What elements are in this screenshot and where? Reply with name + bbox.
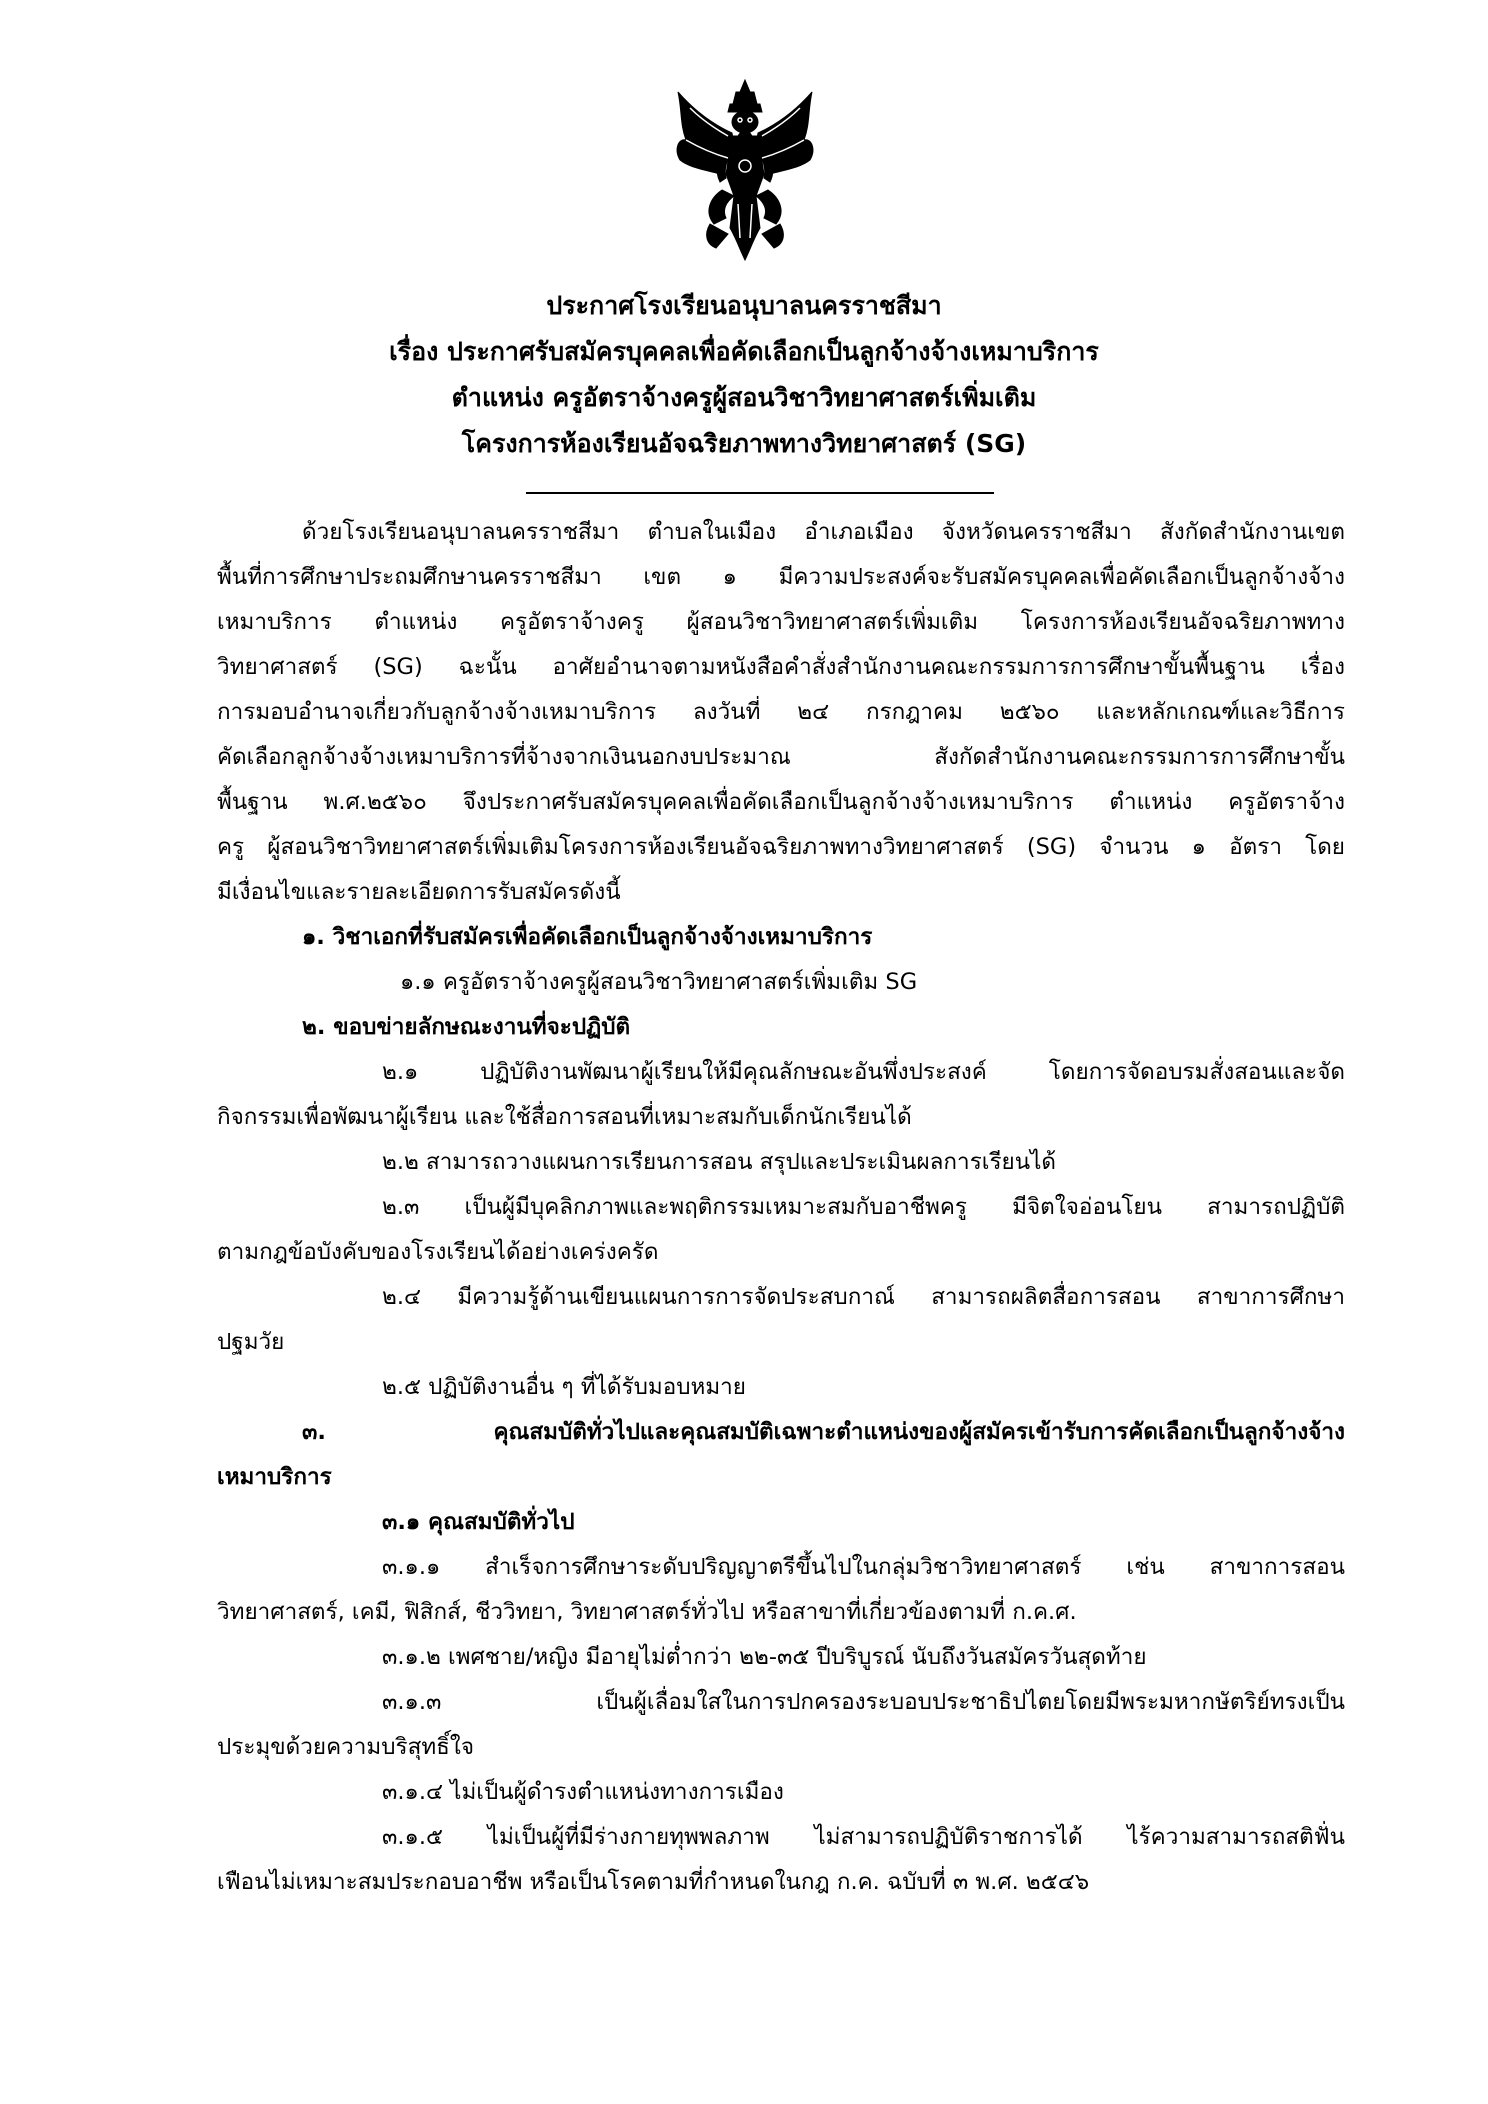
text-line: ๓.๑.๕ ไม่เป็นผู้ที่มีร่างกายทุพพลภาพ ไม่สามารถปฏิบัติราชการได้ ไร้ความสามารถสติฟั่น [382,1824,1345,1850]
text-line: ปฐมวัย [217,1329,285,1355]
title-line-2: เรื่อง ประกาศรับสมัครบุคคลเพื่อคัดเลือกเป็นลูกจ้างจ้างเหมาบริการ [389,337,1099,366]
text-line: ๓.๑.๑ สำเร็จการศึกษาระดับปริญญาตรีขึ้นไปในกลุ่มวิชาวิทยาศาสตร์ เช่น สาขาการสอน [382,1554,1345,1580]
text-line: กิจกรรมเพื่อพัฒนาผู้เรียน และใช้สื่อการสอนที่เหมาะสมกับเด็กนักเรียนได้ [217,1104,912,1130]
text-line: เหมาบริการ [217,1464,332,1490]
text-line: ประมุขด้วยความบริสุทธิ์ใจ [217,1734,475,1760]
text-line: ๒.๑ ปฏิบัติงานพัฒนาผู้เรียนให้มีคุณลักษณะอันพึ่งประสงค์ โดยการจัดอบรมสั่งสอนและจัด [382,1059,1345,1085]
text-line: ๒.๒ สามารถวางแผนการเรียนการสอน สรุปและประเมินผลการเรียนได้ [382,1149,1057,1175]
text-line: ๓.๑.๓ เป็นผู้เลื่อมใสในการปกครองระบอบประชาธิปไตยโดยมีพระมหากษัตริย์ทรงเป็น [382,1689,1345,1715]
text-line: การมอบอำนาจเกี่ยวกับลูกจ้างจ้างเหมาบริการ ลงวันที่ ๒๔ กรกฎาคม ๒๕๖๐ และหลักเกณฑ์และวิธีการ [217,699,1345,725]
text-line: ด้วยโรงเรียนอนุบาลนครราชสีมา ตำบลในเมือง อำเภอเมือง จังหวัดนครราชสีมา สังกัดสำนักงานเขต [302,519,1345,545]
text-line: พื้นฐาน พ.ศ.๒๕๖๐ จึงประกาศรับสมัครบุคคลเพื่อคัดเลือกเป็นลูกจ้างจ้างเหมาบริการ ตำแหน่ง ครูอัตราจ้าง [217,789,1345,815]
text-line: เหมาบริการ ตำแหน่ง ครูอัตราจ้างครู ผู้สอนวิชาวิทยาศาสตร์เพิ่มเติม โครงการห้องเรียนอัจฉริยภาพทาง [217,609,1345,635]
title-line-3: ตำแหน่ง ครูอัตราจ้างครูผู้สอนวิชาวิทยาศาสตร์เพิ่มเติม [451,383,1037,412]
text-line: ตามกฎข้อบังคับของโรงเรียนได้อย่างเคร่งครัด [217,1239,659,1265]
text-line: วิทยาศาสตร์, เคมี, ฟิสิกส์, ชีววิทยา, วิทยาศาสตร์ทั่วไป หรือสาขาที่เกี่ยวข้องตามที่ ก.ค.ศ. [217,1599,1077,1625]
garuda-emblem-icon [670,78,820,263]
title-line-1: ประกาศโรงเรียนอนุบาลนครราชสีมา [546,291,942,320]
text-line: ครู ผู้สอนวิชาวิทยาศาสตร์เพิ่มเติมโครงการห้องเรียนอัจฉริยภาพทางวิทยาศาสตร์ (SG) จำนวน ๑ อัตรา โดย [217,834,1345,860]
text-line: ๓.๑ คุณสมบัติทั่วไป [382,1509,575,1535]
text-line: ๒.๔ มีความรู้ด้านเขียนแผนการการจัดประสบกาณ์ สามารถผลิตสื่อการสอน สาขาการศึกษา [382,1284,1345,1310]
text-line: ๒.๕ ปฏิบัติงานอื่น ๆ ที่ได้รับมอบหมาย [382,1374,746,1400]
text-line: ๓.๑.๒ เพศชาย/หญิง มีอายุไม่ต่ำกว่า ๒๒-๓๕ ปีบริบูรณ์ นับถึงวันสมัครวันสุดท้าย [382,1644,1147,1670]
text-line: ๑.๑ ครูอัตราจ้างครูผู้สอนวิชาวิทยาศาสตร์เพิ่มเติม SG [400,969,918,995]
text-line: ๓. คุณสมบัติทั่วไปและคุณสมบัติเฉพาะตำแหน่งของผู้สมัครเข้ารับการคัดเลือกเป็นลูกจ้างจ้าง [302,1419,1345,1445]
text-line: ๓.๑.๔ ไม่เป็นผู้ดำรงตำแหน่งทางการเมือง [382,1779,784,1805]
title-line-4: โครงการห้องเรียนอัจฉริยภาพทางวิทยาศาสตร์ (SG) [461,429,1027,458]
text-line: เฟือนไม่เหมาะสมประกอบอาชีพ หรือเป็นโรคตามที่กำหนดในกฎ ก.ค. ฉบับที่ ๓ พ.ศ. ๒๕๔๖ [217,1869,1090,1895]
text-line: ๒.๓ เป็นผู้มีบุคลิกภาพและพฤติกรรมเหมาะสมกับอาชีพครู มีจิตใจอ่อนโยน สามารถปฏิบัติ [382,1194,1345,1220]
text-line: ๑. วิชาเอกที่รับสมัครเพื่อคัดเลือกเป็นลูกจ้างจ้างเหมาบริการ [302,924,873,950]
text-line: คัดเลือกลูกจ้างจ้างเหมาบริการที่จ้างจากเงินนอกงบประมาณ สังกัดสำนักงานคณะกรรมการการศึกษาขั้น [217,744,1345,770]
announcement-body [217,510,1345,1905]
title-divider [526,492,994,494]
text-line: ๒. ขอบข่ายลักษณะงานที่จะปฏิบัติ [302,1014,631,1040]
announcement-title [0,283,1488,467]
text-line: วิทยาศาสตร์ (SG) ฉะนั้น อาศัยอำนาจตามหนังสือคำสั่งสำนักงานคณะกรรมการการศึกษาขั้นพื้นฐาน เรื่อง [217,654,1345,680]
text-line: มีเงื่อนไขและรายละเอียดการรับสมัครดังนี้ [217,879,621,905]
text-line: พื้นที่การศึกษาประถมศึกษานครราชสีมา เขต ๑ มีความประสงค์จะรับสมัครบุคคลเพื่อคัดเลือกเป็นลูกจ้างจ้าง [217,564,1345,590]
